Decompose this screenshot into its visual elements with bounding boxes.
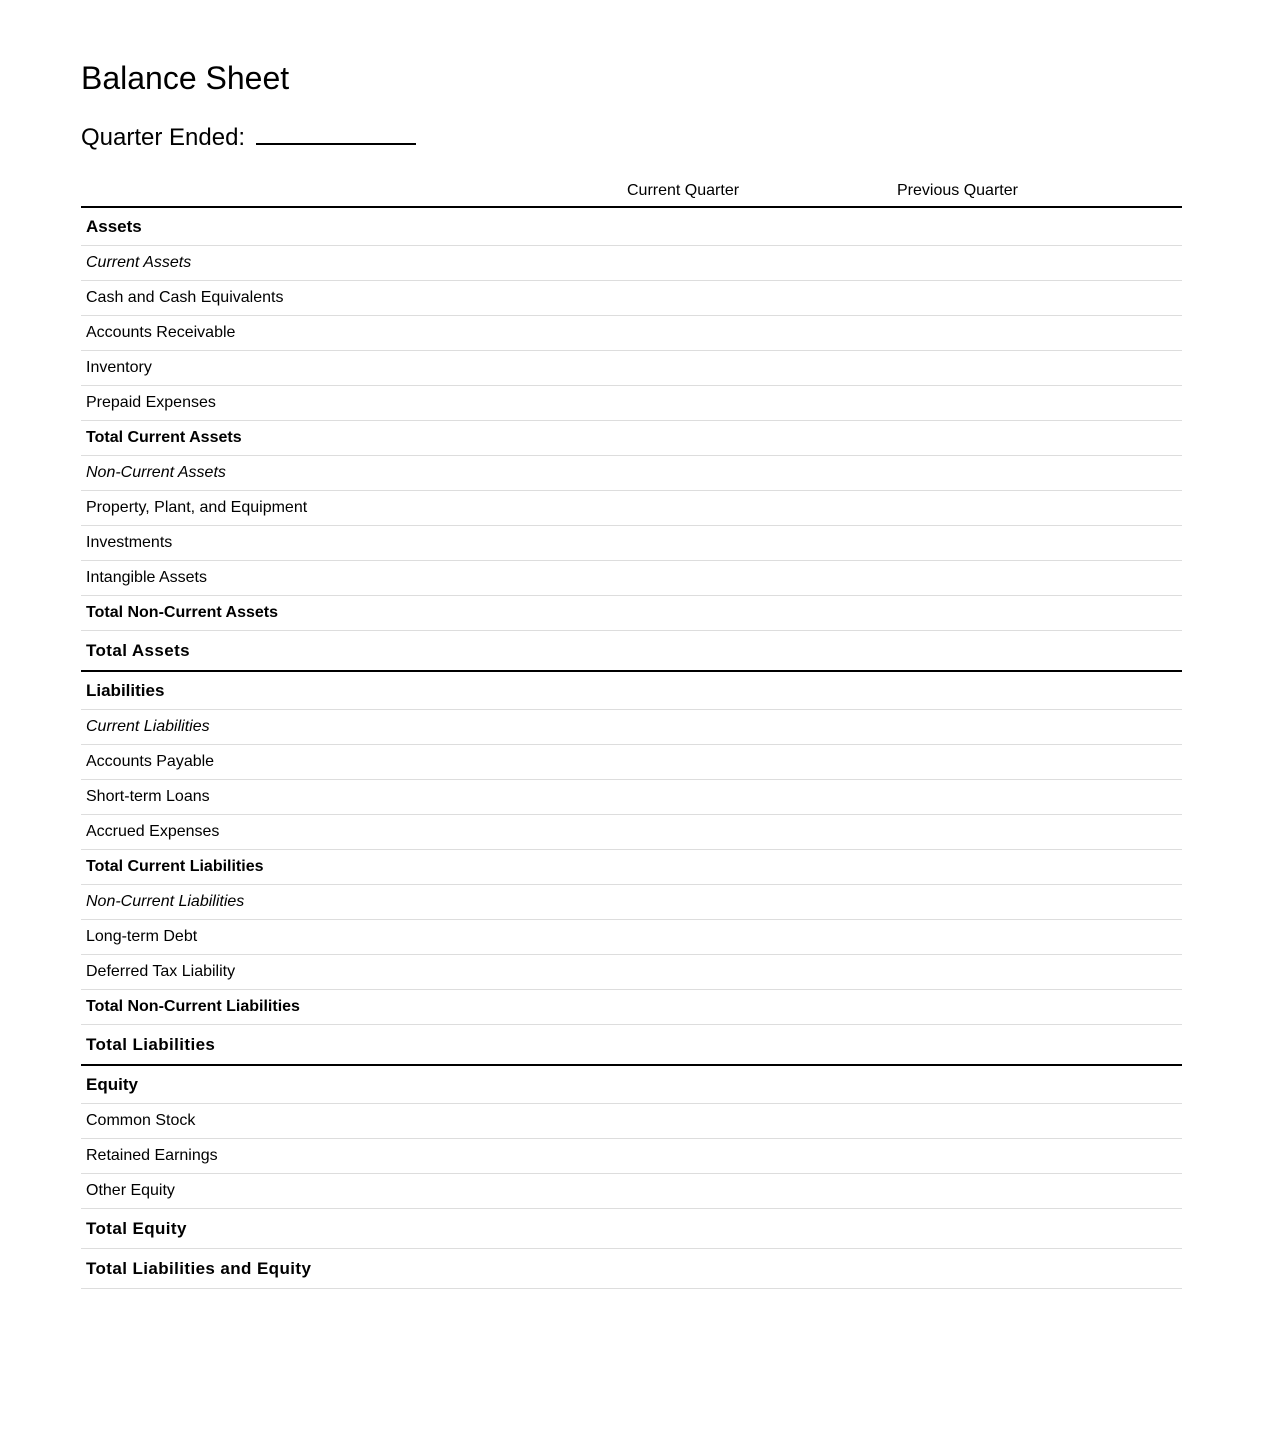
row-label: Assets <box>81 207 627 246</box>
table-row <box>81 710 1182 745</box>
row-label: Short-term Loans <box>81 780 627 815</box>
row-label: Total Liabilities and Equity <box>81 1249 627 1289</box>
table-row <box>81 815 1182 850</box>
current-quarter-cell[interactable] <box>627 815 897 850</box>
current-quarter-cell[interactable] <box>627 456 897 491</box>
previous-quarter-cell[interactable] <box>897 526 1182 561</box>
previous-quarter-cell[interactable] <box>897 456 1182 491</box>
page-title: Balance Sheet <box>81 60 290 96</box>
row-label: Non-Current Liabilities <box>81 885 627 920</box>
row-label: Accounts Payable <box>81 745 627 780</box>
table-row <box>81 491 1182 526</box>
table-row <box>81 1065 1182 1104</box>
row-label: Intangible Assets <box>81 561 627 596</box>
previous-quarter-cell[interactable] <box>897 745 1182 780</box>
current-quarter-cell[interactable] <box>627 955 897 990</box>
table-row <box>81 780 1182 815</box>
row-label: Accounts Receivable <box>81 316 627 351</box>
table-row <box>81 386 1182 421</box>
row-label: Property, Plant, and Equipment <box>81 491 627 526</box>
previous-quarter-cell[interactable] <box>897 596 1182 631</box>
row-label: Total Non-Current Assets <box>81 596 627 631</box>
previous-quarter-cell[interactable] <box>897 316 1182 351</box>
previous-quarter-cell[interactable] <box>897 281 1182 316</box>
row-label: Total Liabilities <box>81 1025 627 1066</box>
current-quarter-cell[interactable] <box>627 491 897 526</box>
previous-quarter-cell[interactable] <box>897 885 1182 920</box>
current-quarter-cell[interactable] <box>627 421 897 456</box>
row-label: Total Equity <box>81 1209 627 1249</box>
current-quarter-cell[interactable] <box>627 1249 897 1289</box>
row-label: Liabilities <box>81 671 627 710</box>
current-quarter-cell[interactable] <box>627 386 897 421</box>
current-quarter-cell[interactable] <box>627 351 897 386</box>
current-quarter-cell[interactable] <box>627 710 897 745</box>
column-header-previous-quarter: Previous Quarter <box>897 176 1182 207</box>
current-quarter-cell[interactable] <box>627 920 897 955</box>
table-row <box>81 745 1182 780</box>
current-quarter-cell[interactable] <box>627 885 897 920</box>
quarter-ended-blank-field[interactable] <box>256 121 416 145</box>
row-label: Current Liabilities <box>81 710 627 745</box>
current-quarter-cell[interactable] <box>627 1174 897 1209</box>
row-label: Equity <box>81 1065 627 1104</box>
table-row <box>81 990 1182 1025</box>
previous-quarter-cell[interactable] <box>897 780 1182 815</box>
row-label: Total Current Liabilities <box>81 850 627 885</box>
previous-quarter-cell[interactable] <box>897 815 1182 850</box>
row-label: Deferred Tax Liability <box>81 955 627 990</box>
table-row <box>81 885 1182 920</box>
row-label: Accrued Expenses <box>81 815 627 850</box>
current-quarter-cell[interactable] <box>627 1139 897 1174</box>
row-label: Total Current Assets <box>81 421 627 456</box>
previous-quarter-cell[interactable] <box>897 955 1182 990</box>
table-row <box>81 316 1182 351</box>
previous-quarter-cell[interactable] <box>897 1025 1182 1066</box>
balance-sheet-table <box>81 176 1182 1289</box>
row-label: Retained Earnings <box>81 1139 627 1174</box>
previous-quarter-cell[interactable] <box>897 1209 1182 1249</box>
table-header-row <box>81 176 1182 207</box>
table-row <box>81 596 1182 631</box>
current-quarter-cell[interactable] <box>627 316 897 351</box>
quarter-ended <box>81 121 416 152</box>
current-quarter-cell[interactable] <box>627 745 897 780</box>
table-row <box>81 631 1182 672</box>
table-row <box>81 1249 1182 1289</box>
row-label: Other Equity <box>81 1174 627 1209</box>
table-row <box>81 456 1182 491</box>
previous-quarter-cell[interactable] <box>897 631 1182 672</box>
row-label: Total Assets <box>81 631 627 672</box>
table-row <box>81 561 1182 596</box>
current-quarter-cell[interactable] <box>627 596 897 631</box>
previous-quarter-cell[interactable] <box>897 671 1182 710</box>
current-quarter-cell[interactable] <box>627 1025 897 1066</box>
table-row <box>81 207 1182 246</box>
current-quarter-cell[interactable] <box>627 207 897 246</box>
table-row <box>81 1174 1182 1209</box>
table-row <box>81 246 1182 281</box>
previous-quarter-cell[interactable] <box>897 1104 1182 1139</box>
table-row <box>81 1104 1182 1139</box>
table-row <box>81 1209 1182 1249</box>
row-label: Inventory <box>81 351 627 386</box>
previous-quarter-cell[interactable] <box>897 1065 1182 1104</box>
row-label: Total Non-Current Liabilities <box>81 990 627 1025</box>
table-row <box>81 671 1182 710</box>
row-label: Cash and Cash Equivalents <box>81 281 627 316</box>
previous-quarter-cell[interactable] <box>897 1249 1182 1289</box>
table-row <box>81 281 1182 316</box>
table-row <box>81 850 1182 885</box>
previous-quarter-cell[interactable] <box>897 386 1182 421</box>
previous-quarter-cell[interactable] <box>897 246 1182 281</box>
table-row <box>81 526 1182 561</box>
row-label: Long-term Debt <box>81 920 627 955</box>
column-header-current-quarter: Current Quarter <box>627 176 897 207</box>
current-quarter-cell[interactable] <box>627 850 897 885</box>
table-row <box>81 351 1182 386</box>
table-row <box>81 1025 1182 1066</box>
previous-quarter-cell[interactable] <box>897 920 1182 955</box>
current-quarter-cell[interactable] <box>627 526 897 561</box>
current-quarter-cell[interactable] <box>627 1104 897 1139</box>
current-quarter-cell[interactable] <box>627 631 897 672</box>
table-row <box>81 421 1182 456</box>
row-label: Prepaid Expenses <box>81 386 627 421</box>
table-row <box>81 920 1182 955</box>
column-header-label <box>81 176 627 207</box>
previous-quarter-cell[interactable] <box>897 421 1182 456</box>
current-quarter-cell[interactable] <box>627 561 897 596</box>
row-label: Common Stock <box>81 1104 627 1139</box>
current-quarter-cell[interactable] <box>627 1065 897 1104</box>
current-quarter-cell[interactable] <box>627 246 897 281</box>
previous-quarter-cell[interactable] <box>897 1139 1182 1174</box>
current-quarter-cell[interactable] <box>627 1209 897 1249</box>
previous-quarter-cell[interactable] <box>897 207 1182 246</box>
quarter-ended-label: Quarter Ended: <box>81 124 246 151</box>
current-quarter-cell[interactable] <box>627 780 897 815</box>
current-quarter-cell[interactable] <box>627 281 897 316</box>
previous-quarter-cell[interactable] <box>897 710 1182 745</box>
table-row <box>81 1139 1182 1174</box>
table-row <box>81 955 1182 990</box>
previous-quarter-cell[interactable] <box>897 491 1182 526</box>
current-quarter-cell[interactable] <box>627 671 897 710</box>
previous-quarter-cell[interactable] <box>897 561 1182 596</box>
previous-quarter-cell[interactable] <box>897 351 1182 386</box>
previous-quarter-cell[interactable] <box>897 1174 1182 1209</box>
row-label: Non-Current Assets <box>81 456 627 491</box>
row-label: Investments <box>81 526 627 561</box>
row-label: Current Assets <box>81 246 627 281</box>
current-quarter-cell[interactable] <box>627 990 897 1025</box>
previous-quarter-cell[interactable] <box>897 850 1182 885</box>
previous-quarter-cell[interactable] <box>897 990 1182 1025</box>
